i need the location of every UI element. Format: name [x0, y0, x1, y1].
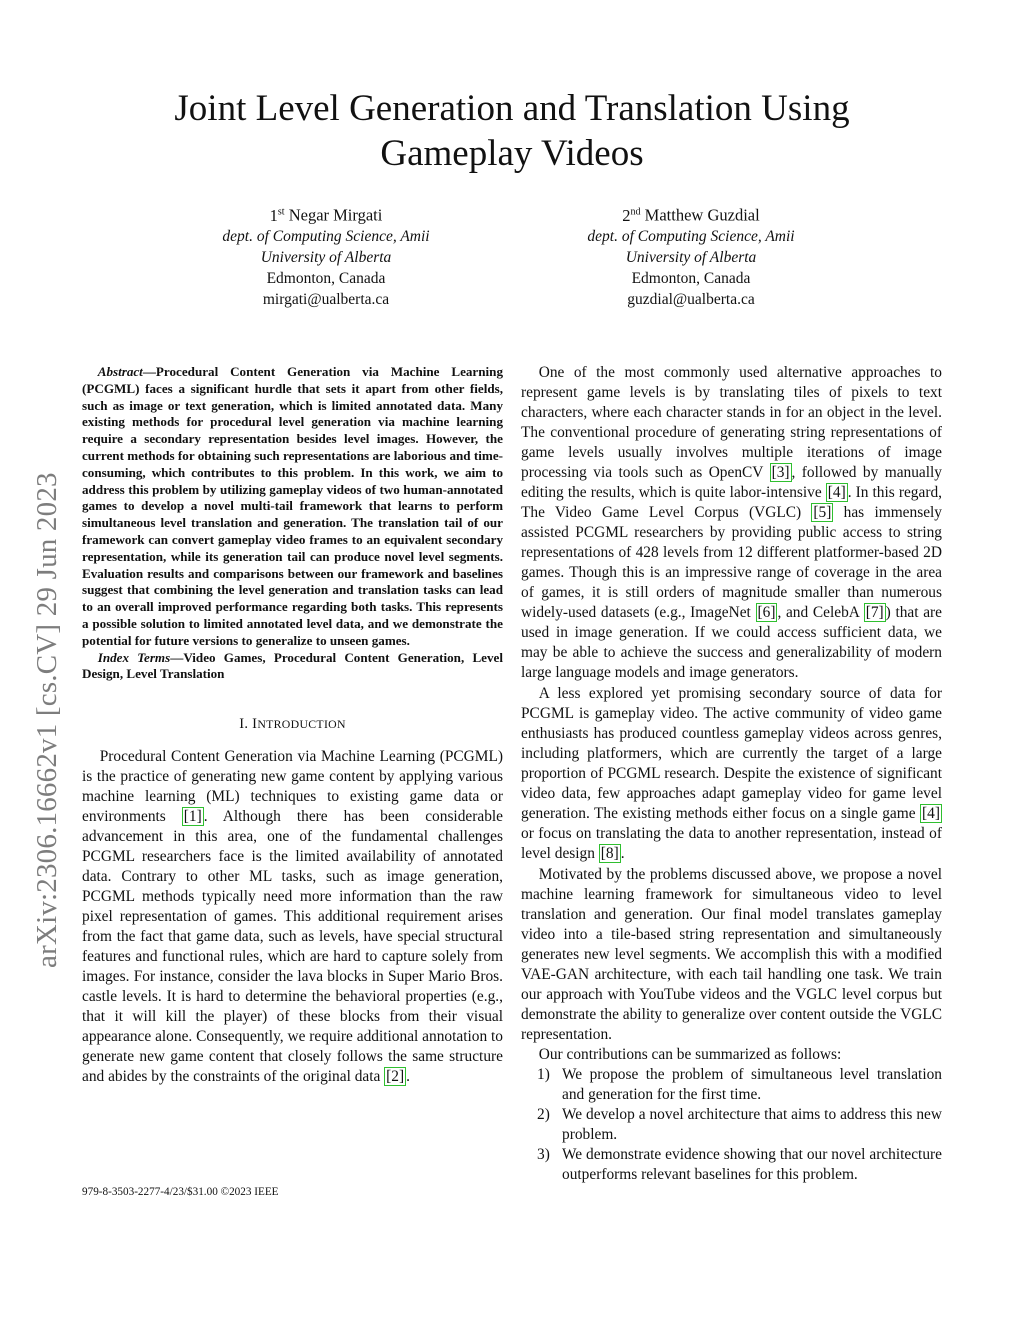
list-item-text: We develop a novel architecture that aims to address this new problem.: [562, 1106, 942, 1143]
list-item: [521, 1065, 942, 1105]
list-item-number: 1): [537, 1066, 550, 1083]
author-name: Negar Mirgati: [288, 205, 383, 225]
index-terms-text: Video Games, Procedural Content Generation, Level Design, Level Translation: [82, 649, 503, 682]
author-ordinal: 1st: [269, 205, 285, 225]
list-item-text: We propose the problem of simultaneous level translation and generation for the first time.: [562, 1066, 942, 1103]
list-item-text: We demonstrate evidence showing that our novel architecture outperforms relevant baselines for this problem.: [562, 1146, 942, 1183]
citation-link[interactable]: [4]: [827, 484, 846, 501]
author-email: mirgati@ualberta.ca: [262, 290, 390, 308]
author-email: guzdial@ualberta.ca: [627, 290, 755, 308]
author-university: University of Alberta: [260, 248, 392, 266]
right-column: [521, 363, 942, 1185]
list-item: [521, 1105, 942, 1145]
citation-link[interactable]: [5]: [813, 504, 832, 521]
author-dept: dept. of Computing Science, Amii: [587, 227, 795, 245]
abstract-text: Procedural Content Generation via Machine Learning (PCGML) faces a significant hurdle that sets it apart from other fields, such as image or text generation, which is limited annotated data. Many existing methods for procedural level generation via machine learning require a secondary representation besides level images. However, the current methods for obtaining such representations are laborious and time-consuming, which contributes to this problem. In this work, we aim to address this problem by utilizing gameplay videos of two human-annotated games to develop a novel multi-tail framework that learns to perform simultaneous level translation and generation. The translation tail of our framework can convert gameplay video frames to an equivalent secondary representation, while its generation tail can produce novel level segments. Evaluation results and comparisons between our framework and baselines suggest that combining the level generation and translation tasks can lead to an overall improved performance regarding both tasks. This represents a possible solution to limited annotated level data, and we demonstrate the potential for future versions to generalize to unseen games.: [82, 364, 503, 648]
citation-link[interactable]: [2]: [386, 1068, 405, 1086]
citation-link[interactable]: [1]: [183, 808, 202, 826]
body-paragraph: A less explored yet promising secondary source of data for PCGML is gameplay video. The active community of video game enthusiasts has produced countless gameplay videos across genres, including platformers, which are currently the target of a large proportion of PCGML research. Despite the existence of significant video data, few approaches adapt gameplay video for game level generation. The existing methods either focus on a single game [4] or focus on translating the data to another representation, instead of level design [8] .: [521, 685, 942, 862]
section-heading-introduction: I. INTRODUCTION: [239, 716, 346, 733]
body-paragraph: Our contributions can be summarized as follows:: [538, 1046, 842, 1063]
citation-link[interactable]: [8]: [600, 845, 619, 862]
author-name-line: [541, 201, 841, 226]
citation-link[interactable]: [7]: [865, 604, 884, 621]
author-university: University of Alberta: [625, 248, 757, 266]
citation-link[interactable]: [6]: [757, 604, 776, 621]
contributions-list: [521, 1065, 942, 1185]
index-terms: Index Terms—Video Games, Procedural Content Generation, Level Design, Level Translation: [82, 649, 503, 682]
copyright-footer: 979-8-3503-2277-4/23/$31.00 ©2023 IEEE: [82, 1186, 279, 1198]
arxiv-stamp: arXiv:2306.16662v1 [cs.CV] 29 Jun 2023: [31, 472, 63, 968]
author-block-2: [541, 201, 841, 310]
author-block-1: [176, 201, 476, 310]
index-terms-label: Index Terms: [97, 649, 171, 665]
author-name-line: [176, 201, 476, 226]
author-location: Edmonton, Canada: [266, 269, 386, 287]
author-location: Edmonton, Canada: [631, 269, 751, 287]
abstract: Abstract—Procedural Content Generation via Machine Learning (PCGML) faces a significant hurdle that sets it apart from other fields, such as image or text generation, which is limited annotated data. Many existing methods for procedural level generation via machine learning require a secondary representation besides level images. However, the current methods for obtaining such representations are laborious and time-consuming, which contributes to this problem. In this work, we aim to address this problem by utilizing gameplay videos of two human-annotated games to develop a novel multi-tail framework that learns to perform simultaneous level translation and generation. The translation tail of our framework can convert gameplay video frames to an equivalent secondary representation, while its generation tail can produce novel level segments. Evaluation results and comparisons between our framework and baselines suggest that combining the level generation and translation tasks can lead to an overall improved performance regarding both tasks. This represents a possible solution to limited annotated level data, and we demonstrate the potential for future versions to generalize to unseen games.: [82, 364, 503, 648]
list-item-number: 3): [537, 1146, 550, 1163]
citation-link[interactable]: [3]: [771, 464, 790, 481]
body-paragraph: One of the most commonly used alternative approaches to represent game levels is by translating tiles of pixels to text characters, where each character stands in for an object in the level. The conventional procedure of generating string representations of game levels usually involves multiple iterations of image processing via tools such as OpenCV [3] , followed by manually editing the results, which is quite labor-intensive [4] . In this regard, The Video Game Level Corpus (VGLC) [5] has immensely assisted PCGML researchers by providing public access to string representations of 428 levels from 12 different platformer-based 2D games. Though this is an impressive range of coverage in the area of games, it is still orders of magnitude smaller than numerous widely-used datasets (e.g., ImageNet [6] , and CelebA [7] ) that are used in image generation. If we could access sufficient data, we may be able to achieve the success and generalizability of modern large language models and image generators.: [521, 364, 942, 681]
citation-link[interactable]: [4]: [922, 805, 940, 822]
abstract-label: Abstract: [97, 364, 143, 379]
author-name: Matthew Guzdial: [644, 205, 760, 225]
author-ordinal: 2nd: [622, 205, 641, 225]
paper-title: Joint Level Generation and Translation Using Gameplay Videos: [174, 88, 850, 174]
list-item: [521, 1145, 942, 1185]
author-dept: dept. of Computing Science, Amii: [222, 227, 430, 245]
body-paragraph: Motivated by the problems discussed above, we propose a novel machine learning framework for simultaneous video to level translation and generation. Our final model translates gameplay video into a tile-based string representation and simultaneously generates new level segments. We accomplish this with a modified VAE-GAN architecture, with each tail handling one task. We train our approach with YouTube videos and the VGLC level corpus but demonstrate the ability to generalize over content outside the VGLC representation.: [521, 866, 942, 1043]
left-column: [82, 364, 503, 1087]
intro-paragraph: Procedural Content Generation via Machine Learning (PCGML) is the practice of generating new game content by applying various machine learning (ML) techniques to existing game data or environments [1] . Although there has been considerable advancement in this area, one of the fundamental challenges PCGML researchers face is the limited availability of annotated data. Contrary to other ML tasks, such as image generation, PCGML methods typically need more information than the raw pixel representation of games. This additional requirement arises from the fact that game data, such as levels, have special structural features and functional rules, which are hard to capture solely from images. For instance, consider the lava blocks in Super Mario Bros. castle levels. It is hard to determine the behavioral properties (e.g., that it will kill the player) of these blocks from their visual appearance alone. Consequently, we require additional annotation to generate new game content that closely follows the same structure and abides by the constraints of the original data [2] .: [82, 748, 503, 1086]
list-item-number: 2): [537, 1106, 550, 1123]
